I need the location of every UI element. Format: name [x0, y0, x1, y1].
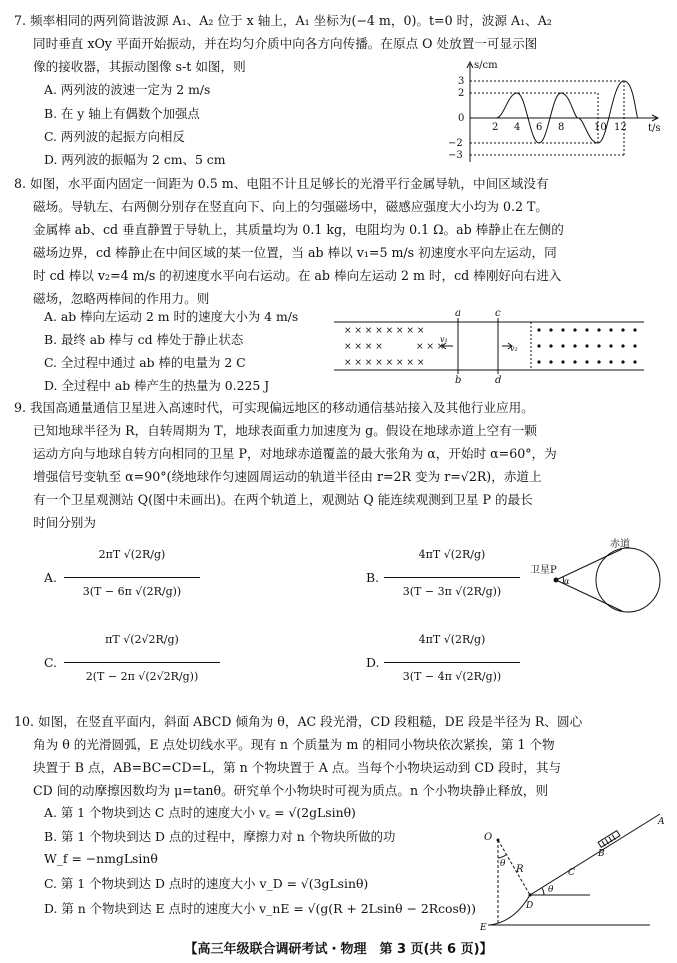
q10-label-A: A [658, 817, 665, 827]
q10-line-1: 10. 如图，在竖直平面内，斜面 ABCD 倾角为 θ，AC 段光滑，CD 段粗糙，DE 段是半径为 R、圆心 [14, 714, 583, 729]
q10-option-b: B. 第 1 个物块到达 D 点的过程中，摩擦力对 n 个物块所做的功 [44, 829, 396, 844]
q8-option-b: B. 最终 ab 棒与 cd 棒处于静止状态 [44, 332, 244, 347]
q8-label-v1: v₁ [440, 335, 448, 344]
q9-satellite-label: 卫星P [530, 565, 557, 576]
q7-option-d: D. 两列波的振幅为 2 cm、5 cm [44, 152, 226, 167]
q8-label-v2: v₂ [510, 344, 518, 353]
q10-label-C: C [568, 868, 575, 878]
q9-option-c-denominator: 2(T − 2π √(2√2R/g)) [85, 670, 199, 683]
q7-y-tick-2: 2 [458, 88, 465, 99]
q8-option-a: A. ab 棒向左运动 2 m 时的速度大小为 4 m/s [44, 309, 299, 324]
q8-label-c: c [495, 308, 501, 319]
q7-option-a: A. 两列波的波速一定为 2 m/s [44, 82, 211, 97]
q7-x-tick-10: 10 [594, 122, 607, 133]
q9-option-d-numerator: 4πT √(2R/g) [418, 633, 486, 646]
q7-y-tick-0: 0 [458, 113, 465, 124]
q9-option-c-label: C. [44, 655, 57, 670]
svg-text:× × ×: × × × [416, 342, 445, 352]
q10-incline-figure [480, 800, 672, 934]
q9-option-b-denominator: 3(T − 3π √(2R/g)) [402, 585, 502, 598]
q9-line-1: 9. 我国高通量通信卫星进入高速时代，可实现偏远地区的移动通信基站接入及其他行业应用。 [14, 400, 534, 415]
q9-line-2: 已知地球半径为 R，自转周期为 T，地球表面重力加速度为 g。假设在地球赤道上空有一颗 [33, 423, 537, 438]
q10-label-B: B [598, 849, 605, 859]
q10-option-a: A. 第 1 个物块到达 C 点时的速度大小 v꜀ = √(2gLsinθ) [44, 805, 356, 820]
q9-alpha-label: α [564, 577, 570, 586]
q9-option-a-fraction-bar [64, 577, 200, 578]
q7-x-tick-8: 8 [558, 122, 565, 133]
svg-text:× × × ×: × × × × [344, 342, 383, 352]
q9-option-c-fraction-bar [64, 662, 220, 663]
q10-option-b-cont: W_f = −nmgLsinθ [44, 851, 158, 866]
q9-option-a-denominator: 3(T − 6π √(2R/g)) [82, 585, 182, 598]
q8-line-5: 时 cd 棒以 v₂=4 m/s 的初速度水平向右运动。在 ab 棒向左运动 2 m 时，cd 棒刚好向右进入 [33, 268, 562, 283]
q8-option-d: D. 全过程中 ab 棒产生的热量为 0.225 J [44, 378, 270, 393]
q10-label-theta-bottom: θ [548, 885, 554, 895]
q8-line-4: 磁场边界，cd 棒静止在中间区域的某一位置，当 ab 棒以 v₁=5 m/s 初速度水平向左运动，同 [33, 245, 557, 260]
q8-label-d: d [495, 375, 502, 384]
q9-option-a-numerator: 2πT √(2R/g) [98, 548, 166, 561]
q9-satellite-figure [530, 535, 670, 615]
q8-label-a: a [455, 308, 461, 319]
q8-line-1: 8. 如图，水平面内固定一间距为 0.5 m、电阻不计且足够长的光滑平行金属导轨，中间区域没有 [14, 176, 549, 191]
svg-text:× × × × × × × ×: × × × × × × × × [344, 326, 425, 336]
q7-line-2: 同时垂直 xOy 平面开始振动，并在均匀介质中向各方向传播。在原点 O 处放置一可显示图 [33, 36, 538, 51]
q7-x-tick-12: 12 [614, 122, 627, 133]
page-footer: 【高三年级联合调研考试・物理 第 3 页(共 6 页)】 [184, 942, 493, 957]
q10-option-c: C. 第 1 个物块到达 D 点时的速度大小 v_D = √(3gLsinθ) [44, 876, 369, 891]
svg-text:× × × × × × × ×: × × × × × × × × [344, 358, 425, 368]
q7-x-tick-2: 2 [492, 122, 499, 133]
q10-label-E: E [480, 923, 487, 933]
q9-option-d-denominator: 3(T − 4π √(2R/g)) [402, 670, 502, 683]
q7-y-axis-label: s/cm [474, 60, 498, 71]
q7-line-3: 像的接收器，其振动图像 s-t 如图，则 [33, 59, 246, 74]
q9-line-4: 增强信号变轨至 α=90°(绕地球作匀速圆周运动的轨道半径由 r=2R 变为 r=√2R)，赤道上 [33, 469, 542, 484]
q9-option-b-fraction-bar [384, 577, 520, 578]
q7-x-axis-label: t/s [648, 123, 661, 134]
q7-option-c: C. 两列波的起振方向相反 [44, 129, 185, 144]
q10-label-R: R [516, 864, 524, 875]
q10-line-4: CD 间的动摩擦因数均为 μ=tanθ。研究单个小物块时可视为质点。n 个小物块静止释放，则 [33, 783, 549, 798]
q8-option-c: C. 全过程中通过 ab 棒的电量为 2 C [44, 355, 246, 370]
q9-option-b-label: B. [366, 570, 380, 585]
q9-line-5: 有一个卫星观测站 Q(图中未画出)。在两个轨道上，观测站 Q 能连续观测到卫星 P 的最长 [33, 492, 533, 507]
q8-label-b: b [455, 375, 462, 384]
q10-line-3: 块置于 B 点，AB=BC=CD=L，第 n 个物块置于 A 点。当每个小物块运动到 CD 段时，其与 [33, 760, 562, 775]
q7-line-1: 7. 频率相同的两列简谐波源 A₁、A₂ 位于 x 轴上，A₁ 坐标为(−4 m，0)。t=0 时，波源 A₁、A₂ [14, 13, 552, 28]
q9-option-d-fraction-bar [384, 662, 520, 663]
q9-option-c-numerator: πT √(2√2R/g) [105, 633, 179, 646]
q9-option-a-label: A. [44, 570, 57, 585]
q9-option-b-numerator: 4πT √(2R/g) [418, 548, 486, 561]
q7-st-graph [448, 58, 670, 168]
q7-x-tick-4: 4 [514, 122, 521, 133]
q10-label-D: D [526, 901, 534, 911]
q7-y-tick-3: 3 [458, 76, 465, 87]
q7-option-b: B. 在 y 轴上有偶数个加强点 [44, 106, 200, 121]
q9-line-3: 运动方向与地球自转方向相同的卫星 P，对地球赤道覆盖的最大张角为 α，开始时 α=60°，为 [33, 446, 557, 461]
q10-label-theta-top: θ [500, 859, 506, 869]
q7-y-tick-neg2: −2 [448, 138, 463, 149]
q9-line-6: 时间分别为 [33, 515, 96, 530]
q8-rails-figure [330, 308, 648, 384]
q7-y-tick-neg3: −3 [448, 150, 463, 161]
q9-equator-label: 赤道 [610, 539, 630, 550]
q8-line-2: 磁场。导轨左、右两侧分别存在竖直向下、向上的匀强磁场中，磁感应强度大小均为 0.2 T。 [33, 199, 548, 214]
q10-label-O: O [484, 832, 493, 843]
q7-x-tick-6: 6 [536, 122, 543, 133]
q10-line-2: 角为 θ 的光滑圆弧，E 点处切线水平。现有 n 个质量为 m 的相同小物块依次紧挨，第 1 个物 [33, 737, 555, 752]
q8-line-3: 金属棒 ab、cd 垂直静置于导轨上，其质量均为 0.1 kg，电阻均为 0.1 Ω。ab 棒静止在左侧的 [33, 222, 564, 237]
q9-option-d-label: D. [366, 655, 380, 670]
q10-option-d: D. 第 n 个物块到达 E 点时的速度大小 v_nE = √(g(R + 2Lsinθ − 2Rcosθ)) [44, 901, 476, 916]
q8-line-6: 磁场，忽略两棒间的作用力。则 [33, 291, 210, 306]
